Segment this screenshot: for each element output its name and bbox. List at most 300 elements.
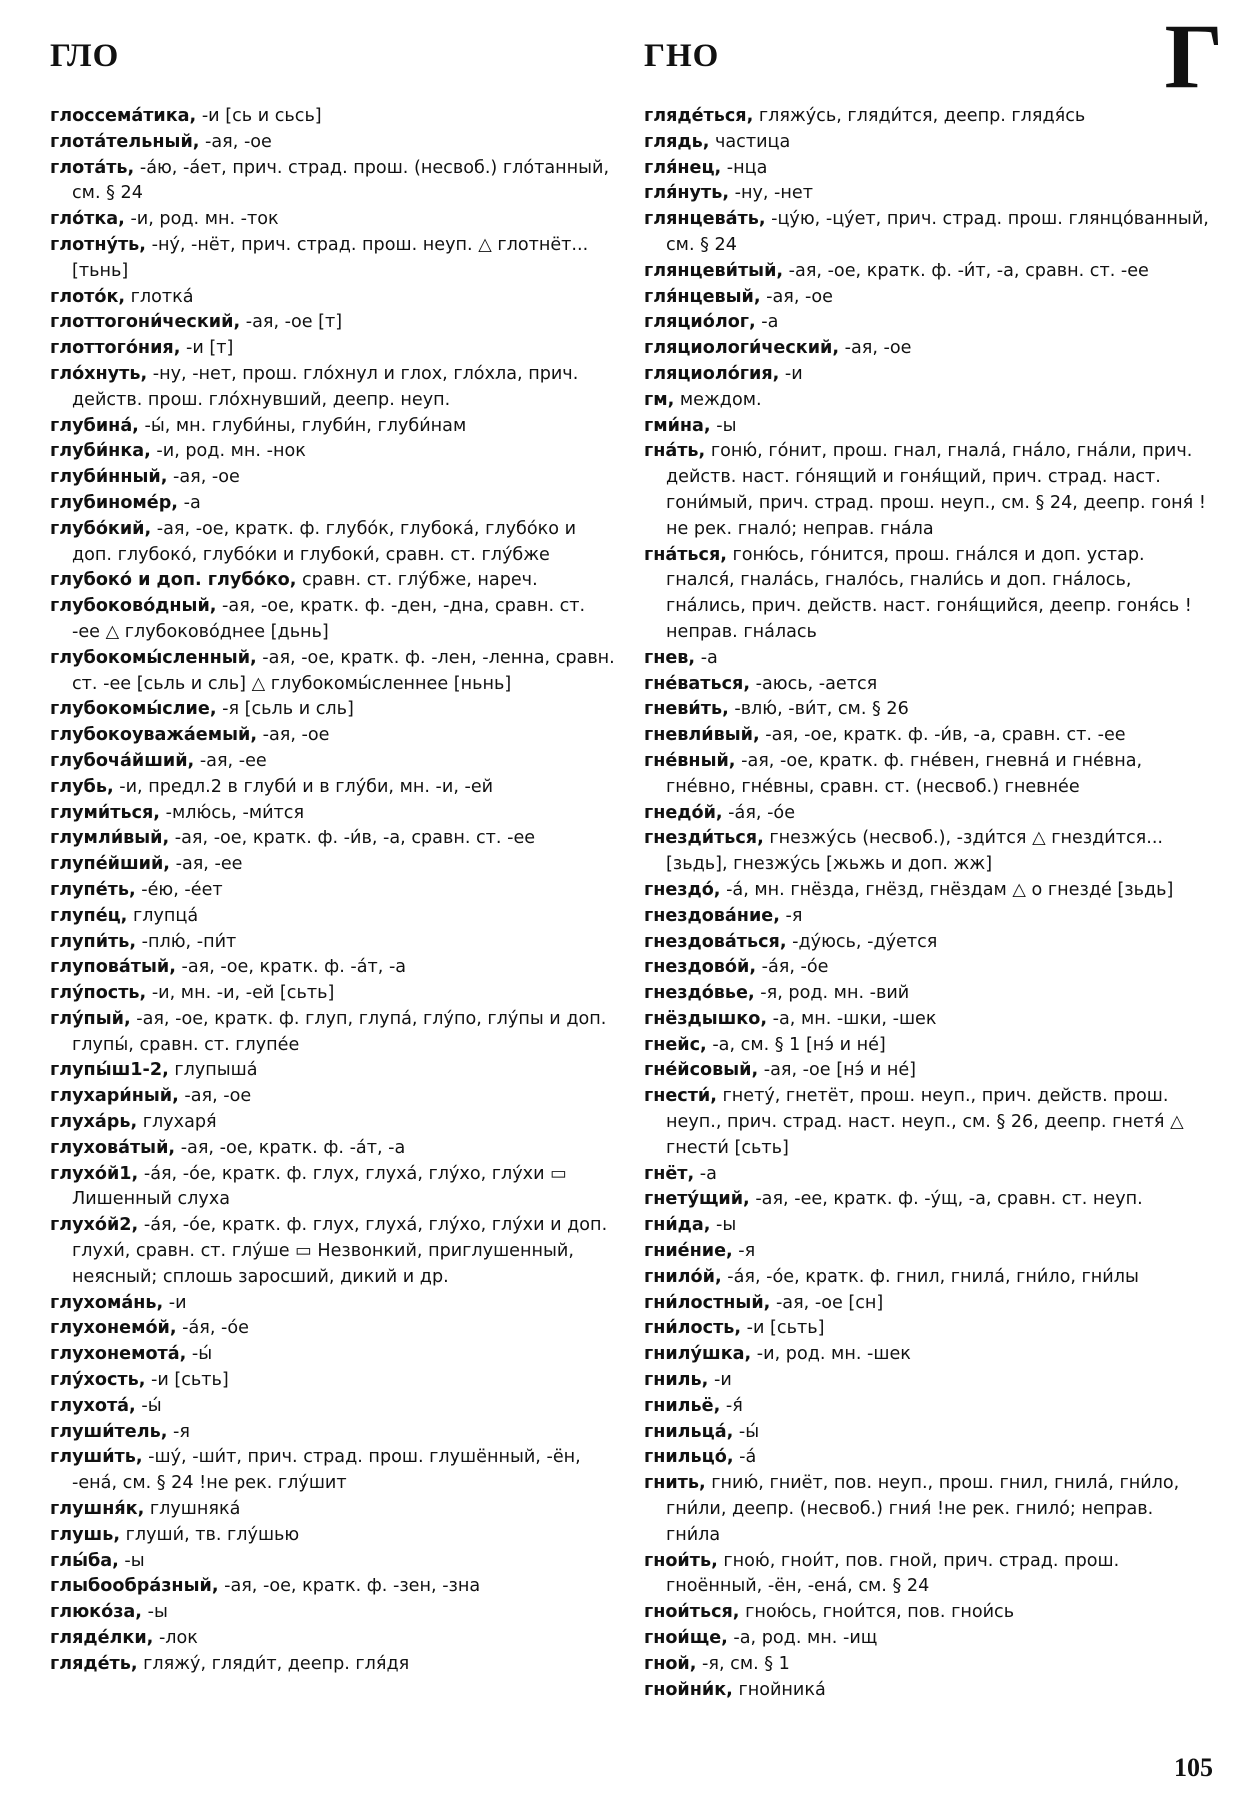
dictionary-entry — [644, 1626, 1212, 1652]
entry-body: глотка́ — [125, 286, 194, 307]
dictionary-entry — [50, 594, 618, 646]
dictionary-entry — [644, 801, 1212, 827]
dictionary-entry — [50, 904, 618, 930]
headword: гляде́лки, — [50, 1628, 154, 1649]
entry-body: -и — [708, 1370, 732, 1391]
headword: гнейс, — [644, 1034, 707, 1055]
headword: глухова́тый, — [50, 1137, 176, 1158]
entry-body: -ы́ — [135, 1395, 162, 1416]
headword: глядь, — [644, 131, 710, 152]
headword: глыбообра́зный, — [50, 1576, 219, 1597]
headword: гни́лость, — [644, 1318, 742, 1339]
dictionary-entry — [50, 130, 618, 156]
dictionary-entry — [50, 1162, 618, 1214]
dictionary-entry — [644, 981, 1212, 1007]
dictionary-entry — [644, 672, 1212, 698]
dictionary-entry — [50, 930, 618, 956]
headword: глумли́вый, — [50, 828, 170, 849]
dictionary-entry — [644, 414, 1212, 440]
dictionary-entry — [50, 1291, 618, 1317]
dictionary-entry — [644, 1265, 1212, 1291]
entry-body: -а́ — [733, 1447, 757, 1468]
entry-body: гнету́, гнетёт, прош. неуп., прич. действ. прош. неуп., прич. страд. наст. неуп., см. § 26, деепр. гнетя́ △ гнести́ [сьть] — [666, 1086, 1184, 1158]
entry-body: гляжу́, гляди́т, деепр. гля́дя — [137, 1653, 410, 1674]
headword: гляде́ть, — [50, 1653, 138, 1674]
entry-body: -цу́ю, -цу́ет, прич. страд. прош. глянцо́ванный, см. § 24 — [666, 209, 1209, 255]
dictionary-entry — [50, 1445, 618, 1497]
entry-body: гнию́, гниёт, пов. неуп., прош. гнил, гнила́, гни́ло, гни́ли, деепр. (несвоб.) гния́ !не рек. гнило́; неправ. гни́ла — [666, 1473, 1180, 1545]
dictionary-entry — [644, 285, 1212, 311]
headword: глупи́ть, — [50, 931, 137, 952]
entry-body: глухаря́ — [137, 1112, 217, 1133]
dictionary-entry — [644, 336, 1212, 362]
entry-body: -а — [178, 492, 201, 513]
headword: глупе́ц, — [50, 905, 128, 926]
dictionary-entry — [644, 646, 1212, 672]
headword: глуши́ть, — [50, 1447, 143, 1468]
headword: глоссема́тика, — [50, 106, 197, 126]
dictionary-entry — [644, 1058, 1212, 1084]
headword: гни́лостный, — [644, 1292, 771, 1313]
dictionary-entry — [50, 955, 618, 981]
entry-body: -ая, -ое [нэ́ и не́] — [758, 1060, 917, 1081]
entry-body: -а́я, -о́е, кратк. ф. глух, глуха́, глу́хо, глу́хи и доп. глухи́, сравн. ст. глу́ше ▭ Незвонкий, приглушенный, неясный; сплошь заросший, дикий и др. — [72, 1215, 608, 1287]
headword: гнести́, — [644, 1086, 717, 1107]
headword: глупе́йший, — [50, 854, 170, 875]
headword: гля́нуть, — [644, 183, 730, 204]
headword: гне́ваться, — [644, 673, 751, 694]
right-column — [644, 104, 1212, 1703]
dictionary-entry — [50, 414, 618, 440]
entry-body: -а — [695, 647, 718, 668]
entry-body: -ая, -ое, кратк. ф. глубо́к, глубока́, глубо́ко и доп. глубоко́, глубо́ки и глубоки́, сравн. ст. глу́бже — [72, 518, 577, 565]
dictionary-entry — [50, 646, 618, 698]
headword: гнёздышко, — [644, 1008, 768, 1029]
headword: гнить, — [644, 1473, 706, 1494]
dictionary-entry — [644, 1213, 1212, 1239]
dictionary-entry — [50, 104, 618, 130]
dictionary-entry — [644, 388, 1212, 414]
entry-body: -лок — [153, 1628, 198, 1649]
dictionary-entry — [644, 1342, 1212, 1368]
headword: глупы́ш1-2, — [50, 1060, 169, 1081]
entry-body: -и, род. мн. -нок — [150, 441, 306, 462]
page-number: 105 — [1174, 1753, 1213, 1782]
headword: гм, — [644, 389, 675, 410]
entry-body: -ая, -ое [т] — [240, 312, 343, 333]
headword: глуха́рь, — [50, 1112, 138, 1133]
entry-body: -ая, -ое, кратк. ф. -зен, -зна — [218, 1576, 481, 1597]
headword: глуми́ться, — [50, 802, 160, 823]
dictionary-entry — [50, 491, 618, 517]
headword: гнильцо́, — [644, 1447, 734, 1468]
dictionary-entry — [644, 904, 1212, 930]
dictionary-entry — [644, 543, 1212, 646]
dictionary-entry — [644, 439, 1212, 542]
headword: глото́к, — [50, 286, 126, 307]
dictionary-entry — [50, 1368, 618, 1394]
headword: гна́ться, — [644, 544, 727, 565]
headword: глубокомы́сленный, — [50, 647, 257, 668]
entry-body: -и, род. мн. -ток — [124, 209, 279, 230]
dictionary-entry — [644, 1652, 1212, 1678]
headword: гнило́й, — [644, 1266, 722, 1287]
entry-body: -а́ю, -а́ет, прич. страд. прош. (несвоб.) гло́танный, см. § 24 — [72, 157, 610, 204]
dictionary-entry — [644, 130, 1212, 156]
dictionary-entry — [50, 852, 618, 878]
entry-body: -ая, -ое, кратк. ф. глуп, глупа́, глу́по, глу́пы и доп. глупы́, сравн. ст. глупе́е — [72, 1008, 607, 1055]
entry-body: -ая, -ее — [170, 854, 243, 875]
dictionary-entry — [50, 310, 618, 336]
dictionary-entry — [644, 1420, 1212, 1446]
left-column — [50, 104, 618, 1678]
dictionary-entry — [644, 1162, 1212, 1188]
headword: глубоко́ и доп. глубо́ко, — [50, 570, 297, 591]
headword: гнету́щий, — [644, 1189, 750, 1210]
entry-body: -ая, -ое, кратк. ф. -ден, -дна, сравн. ст. -ее △ глубоково́днее [дьнь] — [72, 596, 586, 642]
entry-body: -ая, -ое, кратк. ф. -и́в, -а, сравн. ст. -ее — [169, 828, 536, 849]
dictionary-entry — [644, 826, 1212, 878]
entry-body: глуши́, тв. глу́шью — [120, 1524, 300, 1545]
dictionary-entry — [50, 697, 618, 723]
dictionary-entry — [644, 1239, 1212, 1265]
entry-body: -и — [779, 363, 803, 384]
entry-body: -ая, -ое — [199, 131, 272, 152]
dictionary-entry — [50, 1058, 618, 1084]
dictionary-entry — [50, 1600, 618, 1626]
dictionary-entry — [50, 981, 618, 1007]
dictionary-entry — [644, 1316, 1212, 1342]
entry-body: -ая, -ее — [194, 750, 267, 771]
entry-body: -шу́, -ши́т, прич. страд. прош. глушённый, -ён, -ена́, см. § 24 !не рек. глу́шит — [72, 1447, 581, 1494]
headword: глухота́, — [50, 1395, 136, 1416]
dictionary-entry — [644, 1033, 1212, 1059]
dictionary-entry — [644, 955, 1212, 981]
dictionary-entry — [50, 207, 618, 233]
dictionary-entry — [50, 1213, 618, 1290]
dictionary-entry — [644, 181, 1212, 207]
entry-body: гоню́сь, го́нится, прош. гна́лся и доп. устар. гнался́, гнала́сь, гнало́сь, гнали́сь и доп. гна́лось, гна́лись, прич. действ. наст. гоня́щийся, деепр. гоня́сь !неправ. гна́лась — [666, 544, 1192, 642]
entry-body: гною́, гнои́т, пов. гной, прич. страд. прош. гноённый, -ён, -ена́, см. § 24 — [666, 1550, 1120, 1597]
headword: гляде́ться, — [644, 106, 754, 126]
dictionary-entry — [50, 1007, 618, 1059]
entry-body: -ну, -нет, прош. гло́хнул и глох, гло́хла, прич. действ. прош. гло́хнувший, деепр. неуп. — [72, 363, 579, 410]
headword: глухома́нь, — [50, 1292, 164, 1313]
entry-body: -нца — [721, 157, 768, 178]
dictionary-entry — [644, 156, 1212, 182]
dictionary-entry — [644, 723, 1212, 749]
headword: глубокоуважа́емый, — [50, 725, 258, 746]
headword: глупе́ть, — [50, 879, 136, 900]
entry-body: -и — [163, 1292, 187, 1313]
headword: гнев, — [644, 647, 696, 668]
headword: гной, — [644, 1653, 697, 1674]
dictionary-entry — [644, 310, 1212, 336]
dictionary-entry — [644, 1678, 1212, 1704]
headword: гнои́ться, — [644, 1602, 740, 1623]
dictionary-entry — [50, 233, 618, 285]
entry-body: -ая, -ое, кратк. ф. -а́т, -а — [175, 1137, 406, 1158]
dictionary-entry — [644, 878, 1212, 904]
headword: глубь, — [50, 776, 114, 797]
headword: гнездово́й, — [644, 957, 757, 978]
entry-body: -я́ — [720, 1395, 743, 1416]
dictionary-entry — [644, 207, 1212, 259]
headword: глухо́й1, — [50, 1163, 139, 1184]
dictionary-entry — [644, 1187, 1212, 1213]
headword: глухонемота́, — [50, 1344, 187, 1365]
entry-body: сравн. ст. глу́бже, нареч. — [296, 570, 538, 591]
entry-body: -а́я, -о́е, кратк. ф. глух, глуха́, глу́хо, глу́хи ▭ Лишенный слуха — [72, 1163, 567, 1210]
dictionary-entry — [644, 104, 1212, 130]
headword: гло́тка, — [50, 209, 125, 230]
entry-body: -е́ю, -е́ет — [135, 879, 223, 900]
dictionary-entry — [50, 1342, 618, 1368]
entry-body: -ая, -ое — [839, 338, 912, 359]
headword: гляциоло́гия, — [644, 363, 780, 384]
entry-body: -ну, -нет — [729, 183, 813, 204]
dictionary-entry — [50, 285, 618, 311]
entry-body: -а́я, -о́е — [756, 957, 829, 978]
headword: гневли́вый, — [644, 725, 760, 746]
headword: гнилу́шка, — [644, 1344, 752, 1365]
dictionary-entry — [644, 1600, 1212, 1626]
dictionary-entry — [644, 1394, 1212, 1420]
entry-body: -ы — [118, 1550, 145, 1571]
headword: гне́вный, — [644, 750, 736, 771]
entry-body: -ая, -ое — [257, 725, 330, 746]
headword: глубина́, — [50, 415, 139, 436]
entry-body: -влю́, -ви́т, см. § 26 — [728, 699, 909, 720]
entry-body: -я — [779, 905, 803, 926]
headword: глухари́ный, — [50, 1086, 179, 1107]
dictionary-entry — [644, 1007, 1212, 1033]
headword: гми́на, — [644, 415, 711, 436]
dictionary-entry — [50, 749, 618, 775]
entry-body: -а — [694, 1163, 717, 1184]
headword: глу́пый, — [50, 1008, 131, 1029]
dictionary-entry — [50, 1420, 618, 1446]
entry-body: -а, см. § 1 [нэ́ и не́] — [706, 1034, 886, 1055]
entry-body: -аюсь, -ается — [750, 673, 878, 694]
headword: глушь, — [50, 1524, 121, 1545]
dictionary-entry — [50, 1316, 618, 1342]
dictionary-entry — [50, 1626, 618, 1652]
entry-body: -и, мн. -и, -ей [сьть] — [146, 983, 335, 1004]
dictionary-entry — [50, 878, 618, 904]
dictionary-entry — [644, 1445, 1212, 1471]
dictionary-entry — [50, 1084, 618, 1110]
dictionary-entry — [50, 1549, 618, 1575]
dictionary-entry — [644, 749, 1212, 801]
entry-body: -ы — [710, 1215, 737, 1236]
headword: глубо́кий, — [50, 518, 152, 539]
entry-body: -ду́юсь, -ду́ется — [786, 931, 938, 952]
entry-body: -ая, -ее, кратк. ф. -у́щ, -а, сравн. ст. неуп. — [749, 1189, 1143, 1210]
entry-body: -ы — [710, 415, 737, 436]
header-right: ГНО — [644, 38, 720, 74]
headword: гляцио́лог, — [644, 312, 756, 333]
entry-body: -я [сьль и сль] — [216, 699, 354, 720]
headword: гнездова́ние, — [644, 905, 780, 926]
dictionary-entry — [644, 697, 1212, 723]
headword: гнойни́к, — [644, 1679, 733, 1700]
headword: гля́нец, — [644, 157, 722, 178]
entry-body: -а, мн. -шки, -шек — [767, 1008, 937, 1029]
dictionary-entry — [50, 1394, 618, 1420]
entry-body: -ая, -ое, кратк. ф. -а́т, -а — [175, 957, 407, 978]
entry-body: гоню́, го́нит, прош. гнал, гнала́, гна́ло, гна́ли, прич. действ. наст. го́нящий и гоня́щий, прич. страд. наст. гони́мый, прич. страд. прош. неуп., см. § 24, деепр. гоня́ !не рек. гнало́; неправ. гна́ла — [666, 441, 1206, 539]
headword: гнильё, — [644, 1395, 721, 1416]
dictionary-entry — [50, 1136, 618, 1162]
entry-body: -а́я, -о́е — [176, 1318, 249, 1339]
headword: глянцеви́тый, — [644, 260, 784, 281]
entry-body: -ая, -ое, кратк. ф. -и́т, -а, сравн. ст. -ее — [783, 260, 1149, 281]
dictionary-entry — [50, 1497, 618, 1523]
headword: глуби́нный, — [50, 467, 168, 488]
headword: глота́тельный, — [50, 131, 200, 152]
entry-body: -и [сьть] — [145, 1370, 229, 1391]
section-letter: Г — [1164, 5, 1223, 107]
dictionary-entry — [644, 1368, 1212, 1394]
dictionary-entry — [644, 1291, 1212, 1317]
headword: глу́пость, — [50, 983, 147, 1004]
entry-body: глупца́ — [127, 905, 199, 926]
headword: гляциологи́ческий, — [644, 338, 840, 359]
entry-body: глушняка́ — [144, 1499, 241, 1520]
dictionary-entry — [50, 1574, 618, 1600]
headword: глубиноме́р, — [50, 492, 178, 513]
dictionary-entry — [644, 1549, 1212, 1601]
entry-body: гляжу́сь, гляди́тся, деепр. глядя́сь — [753, 106, 1086, 126]
headword: глянцева́ть, — [644, 209, 766, 230]
headword: гнильца́, — [644, 1421, 734, 1442]
headword: глуби́нка, — [50, 441, 151, 462]
headword: глухонемо́й, — [50, 1318, 177, 1339]
entry-body: -а́, мн. гнёзда, гнёзд, гнёздам △ о гнезде́ [зьдь] — [720, 879, 1174, 900]
dictionary-entry — [644, 1084, 1212, 1161]
dictionary-entry — [50, 362, 618, 414]
headword: гнездова́ться, — [644, 931, 787, 952]
dictionary-entry — [50, 465, 618, 491]
dictionary-entry — [50, 826, 618, 852]
entry-body: гною́сь, гнои́тся, пов. гнои́сь — [739, 1602, 1015, 1623]
entry-body: -ну́, -нёт, прич. страд. прош. неуп. △ глотнёт... [тьнь] — [72, 234, 589, 281]
headword: гнои́ще, — [644, 1628, 728, 1649]
dictionary-entry — [50, 1652, 618, 1678]
headword: гни́да, — [644, 1215, 711, 1236]
entry-body: -а́я, -о́е — [722, 802, 796, 823]
entry-body: -я — [732, 1241, 756, 1262]
headword: глушня́к, — [50, 1499, 145, 1520]
entry-body: -млю́сь, -ми́тся — [160, 802, 305, 823]
headword: глухо́й2, — [50, 1215, 139, 1236]
headword: глюко́за, — [50, 1602, 142, 1623]
entry-body: -и [сь и сьсь] — [196, 106, 322, 126]
entry-body: -я, род. мн. -вий — [754, 983, 910, 1004]
headword: глоттогони́ческий, — [50, 312, 241, 333]
entry-body: -а́я, -о́е, кратк. ф. гнил, гнила́, гни́ло, гни́лы — [721, 1266, 1139, 1287]
entry-body: -ы — [142, 1602, 168, 1623]
entry-body: -и, род. мн. -шек — [751, 1344, 911, 1365]
dictionary-entry — [50, 439, 618, 465]
entry-body: -и [сьть] — [741, 1318, 825, 1339]
entry-body: гнойника́ — [732, 1679, 826, 1700]
dictionary-entry — [644, 362, 1212, 388]
headword: глупова́тый, — [50, 957, 176, 978]
entry-body: -а, род. мн. -ищ — [727, 1628, 878, 1649]
headword: гнезди́ться, — [644, 828, 764, 849]
dictionary-entry — [50, 517, 618, 569]
headword: гло́хнуть, — [50, 363, 148, 384]
entry-body: -ая, -ое, кратк. ф. -лен, -ленна, сравн. ст. -ее [сьль и сль] △ глубокомы́сленнее [ньнь] — [72, 647, 615, 694]
headword: гние́ние, — [644, 1241, 733, 1262]
dictionary-entry — [50, 156, 618, 208]
headword: гневи́ть, — [644, 699, 729, 720]
headword: гнёт, — [644, 1163, 695, 1184]
headword: глубокомы́слие, — [50, 699, 217, 720]
entry-body: гнезжу́сь (несвоб.), -зди́тся △ гнезди́тся... [зьдь], гнезжу́сь [жьжь и доп. жж] — [666, 828, 1164, 875]
entry-body: -ая, -ое [сн] — [770, 1292, 884, 1313]
entry-body: -ая, -ое — [178, 1086, 252, 1107]
headword: гнездо́, — [644, 879, 721, 900]
headword: глота́ть, — [50, 157, 135, 178]
entry-body: частица — [709, 131, 791, 152]
headword: гне́йсовый, — [644, 1060, 759, 1081]
headword: гниль, — [644, 1370, 709, 1391]
headword: глубоча́йший, — [50, 750, 195, 771]
entry-body: -и, предл.2 в глуби́ и в глу́би, мн. -и, -ей — [113, 776, 494, 797]
entry-body: -и [т] — [180, 338, 234, 359]
entry-body: -ы́, мн. глуби́ны, глуби́н, глуби́нам — [138, 415, 467, 436]
dictionary-entry — [50, 723, 618, 749]
headword: глу́хость, — [50, 1370, 146, 1391]
header-left: ГЛО — [50, 38, 120, 74]
headword: глубоково́дный, — [50, 596, 217, 617]
dictionary-entry — [50, 1110, 618, 1136]
dictionary-entry — [644, 1471, 1212, 1548]
entry-body: -ая, -ое — [167, 467, 240, 488]
dictionary-entry — [50, 775, 618, 801]
headword: глоттого́ния, — [50, 338, 181, 359]
headword: глы́ба, — [50, 1550, 119, 1571]
entry-body: -я — [167, 1421, 190, 1442]
entry-body: -ая, -ое — [760, 286, 833, 307]
dictionary-entry — [50, 568, 618, 594]
headword: гна́ть, — [644, 441, 706, 462]
entry-body: -а — [755, 312, 779, 333]
entry-body: -ы́ — [186, 1344, 213, 1365]
dictionary-entry — [644, 930, 1212, 956]
entry-body: междом. — [674, 389, 762, 410]
dictionary-entry — [644, 259, 1212, 285]
entry-body: -ы́ — [733, 1421, 760, 1442]
headword: гля́нцевый, — [644, 286, 761, 307]
entry-body: глупыша́ — [168, 1060, 258, 1081]
entry-body: -плю́, -пи́т — [136, 931, 237, 952]
headword: глотну́ть, — [50, 234, 146, 255]
headword: гнездо́вье, — [644, 983, 755, 1004]
entry-body: -ая, -ое, кратк. ф. -и́в, -а, сравн. ст. -ее — [759, 725, 1126, 746]
headword: гнои́ть, — [644, 1550, 718, 1571]
dictionary-entry — [50, 801, 618, 827]
headword: гнедо́й, — [644, 802, 723, 823]
dictionary-entry — [50, 336, 618, 362]
entry-body: -я, см. § 1 — [696, 1653, 790, 1674]
entry-body: -ая, -ое, кратк. ф. гне́вен, гневна́ и гне́вна, гне́вно, гне́вны, сравн. ст. (несвоб.) гневне́е — [666, 750, 1143, 797]
headword: глуши́тель, — [50, 1421, 168, 1442]
dictionary-entry — [50, 1523, 618, 1549]
